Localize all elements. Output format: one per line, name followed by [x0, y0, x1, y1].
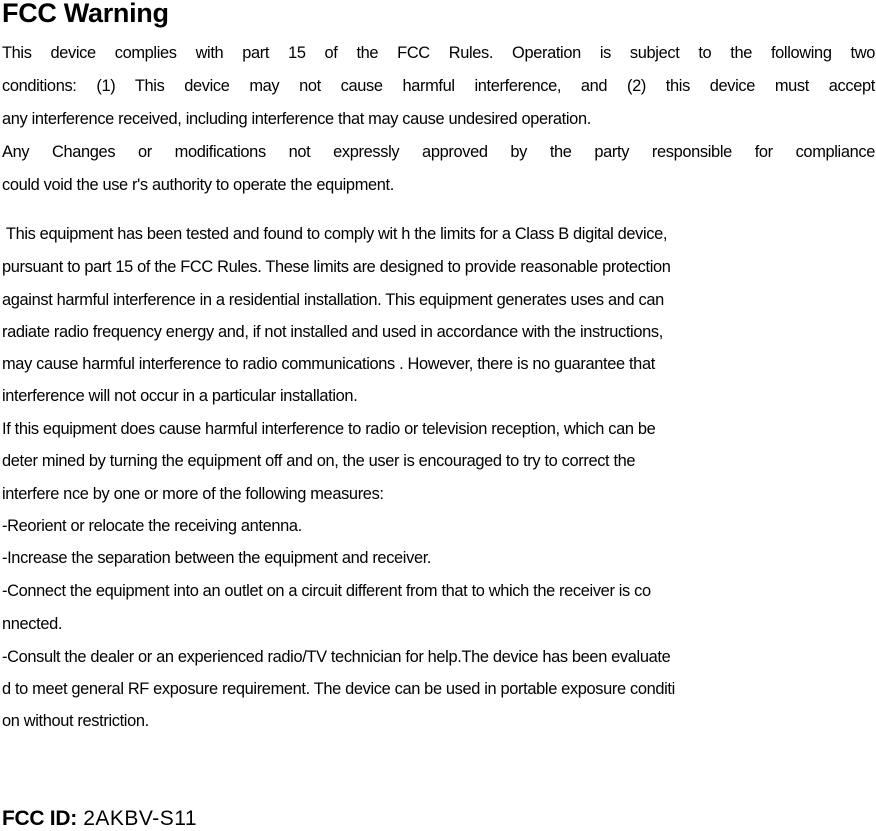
paragraph2-line-4: radiate radio frequency energy and, if not installed and used in accordance with the instructions,: [2, 323, 663, 341]
paragraph2-line-3: against harmful interference in a residential installation. This equipment generates uses and can: [2, 291, 664, 309]
fcc-id: [2, 807, 197, 831]
measure-connect-outlet: -Connect the equipment into an outlet on a circuit different from that to which the receiver is co: [2, 582, 651, 600]
fcc-id-label: FCC ID:: [2, 807, 77, 830]
paragraph2-line-9: interfere nce by one or more of the following measures:: [2, 485, 384, 503]
paragraph1-line-2: conditions: (1) This device may not cause harmful interference, and (2) this device must accept: [2, 77, 875, 95]
paragraph1-line-3: any interference received, including interference that may cause undesired operation.: [2, 110, 591, 128]
fcc-id-value: 2AKBV-S11: [76, 807, 198, 830]
paragraph2-line-6: interference will not occur in a particular installation.: [2, 387, 358, 405]
paragraph2-line-7: If this equipment does cause harmful interference to radio or television reception, which can be: [2, 420, 656, 438]
paragraph1-line-1: This device complies with part 15 of the FCC Rules. Operation is subject to the following two: [2, 44, 875, 62]
rf-exposure-line-2: on without restriction.: [2, 712, 149, 730]
paragraph2-line-1: This equipment has been tested and found to comply wit h the limits for a Class B digital device,: [2, 225, 668, 243]
paragraph1-line-5: could void the use r's authority to operate the equipment.: [2, 176, 394, 194]
paragraph2-line-8: deter mined by turning the equipment off and on, the user is encouraged to try to correct the: [2, 452, 636, 470]
paragraph2-line-2: pursuant to part 15 of the FCC Rules. These limits are designed to provide reasonable protection: [2, 258, 671, 276]
rf-exposure-line-1: d to meet general RF exposure requirement. The device can be used in portable exposure conditi: [2, 680, 675, 698]
document-title: FCC Warning: [2, 0, 169, 28]
paragraph2-line-5: may cause harmful interference to radio communications . However, there is no guarantee that: [2, 355, 655, 373]
paragraph1-line-4: Any Changes or modifications not expressly approved by the party responsible for compliance: [2, 143, 875, 161]
measure-reorient: -Reorient or relocate the receiving antenna.: [2, 517, 302, 535]
measure-connect-outlet-continued: nnected.: [2, 615, 63, 633]
measure-consult-dealer: -Consult the dealer or an experienced radio/TV technician for help.The device has been evaluate: [2, 648, 671, 666]
measure-increase-separation: -Increase the separation between the equipment and receiver.: [2, 549, 432, 567]
